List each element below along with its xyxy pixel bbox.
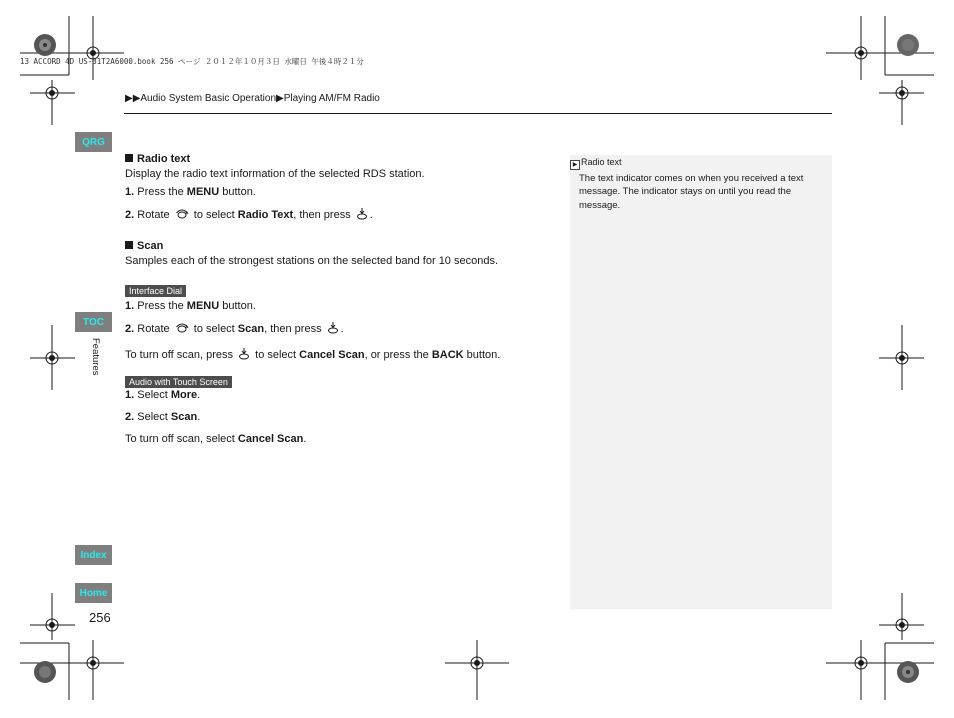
radio-text-heading: Radio text (125, 152, 545, 167)
breadcrumb-separator: ▶ (276, 93, 284, 104)
scan-touch-step-1: 1. Select More. (125, 389, 201, 401)
note-title: ▶ Radio text (570, 157, 622, 170)
touch-screen-label: Audio with Touch Screen (125, 376, 232, 388)
square-bullet-icon (125, 241, 133, 249)
square-bullet-icon (125, 154, 133, 162)
interface-dial-label-wrap (125, 281, 186, 299)
radio-text-step-2: 2. Rotate to select Radio Text, then press . (125, 207, 545, 225)
print-header: 13 ACCORD 4D US-31T2A6000.book 256 ページ ２０１２年１０月３日 水曜日 午後４時２１分 (20, 57, 364, 66)
scan-touch-steps (125, 388, 545, 447)
chapter-label: Features (90, 338, 101, 376)
interface-dial-rotate-icon (175, 208, 189, 225)
interface-dial-press-icon (327, 321, 339, 339)
page-number: 256 (89, 610, 111, 625)
sidebar-note (570, 155, 832, 609)
scan-dial-turn-off: To turn off scan, press to select Cancel Scan, or press the BACK button. (125, 347, 545, 365)
breadcrumb-section-link[interactable]: Audio System Basic Operation (140, 93, 277, 104)
scan-dial-steps (125, 299, 545, 365)
breadcrumb-arrow: ▶▶ (125, 93, 141, 104)
header-divider (124, 113, 832, 114)
scan-touch-turn-off: To turn off scan, select Cancel Scan. (125, 433, 307, 445)
scan-heading: Scan (125, 239, 545, 254)
scan-description: Samples each of the strongest stations on the selected band for 10 seconds. (125, 255, 499, 267)
reference-arrow-icon: ▶ (570, 160, 580, 170)
breadcrumb-page: Playing AM/FM Radio (283, 93, 380, 104)
interface-dial-press-icon (238, 347, 250, 365)
radio-text-description: Display the radio text information of the selected RDS station. (125, 168, 425, 180)
qrg-tab[interactable]: QRG (75, 132, 112, 152)
radio-text-section (125, 152, 545, 225)
interface-dial-label: Interface Dial (125, 285, 186, 297)
toc-tab[interactable]: TOC (75, 312, 112, 332)
scan-dial-step-1: 1. Press the MENU button. (125, 300, 256, 312)
interface-dial-rotate-icon (175, 322, 189, 339)
breadcrumb (125, 93, 380, 104)
index-tab[interactable]: Index (75, 545, 112, 565)
scan-dial-step-2: 2. Rotate to select Scan, then press . (125, 321, 545, 339)
scan-section (125, 239, 545, 269)
scan-touch-step-2: 2. Select Scan. (125, 411, 201, 423)
home-tab[interactable]: Home (75, 583, 112, 603)
interface-dial-press-icon (356, 207, 368, 225)
note-body: The text indicator comes on when you received a text message. The indicator stays on until you read the message. (579, 173, 804, 211)
radio-text-step-1: 1. Press the MENU button. (125, 186, 256, 198)
